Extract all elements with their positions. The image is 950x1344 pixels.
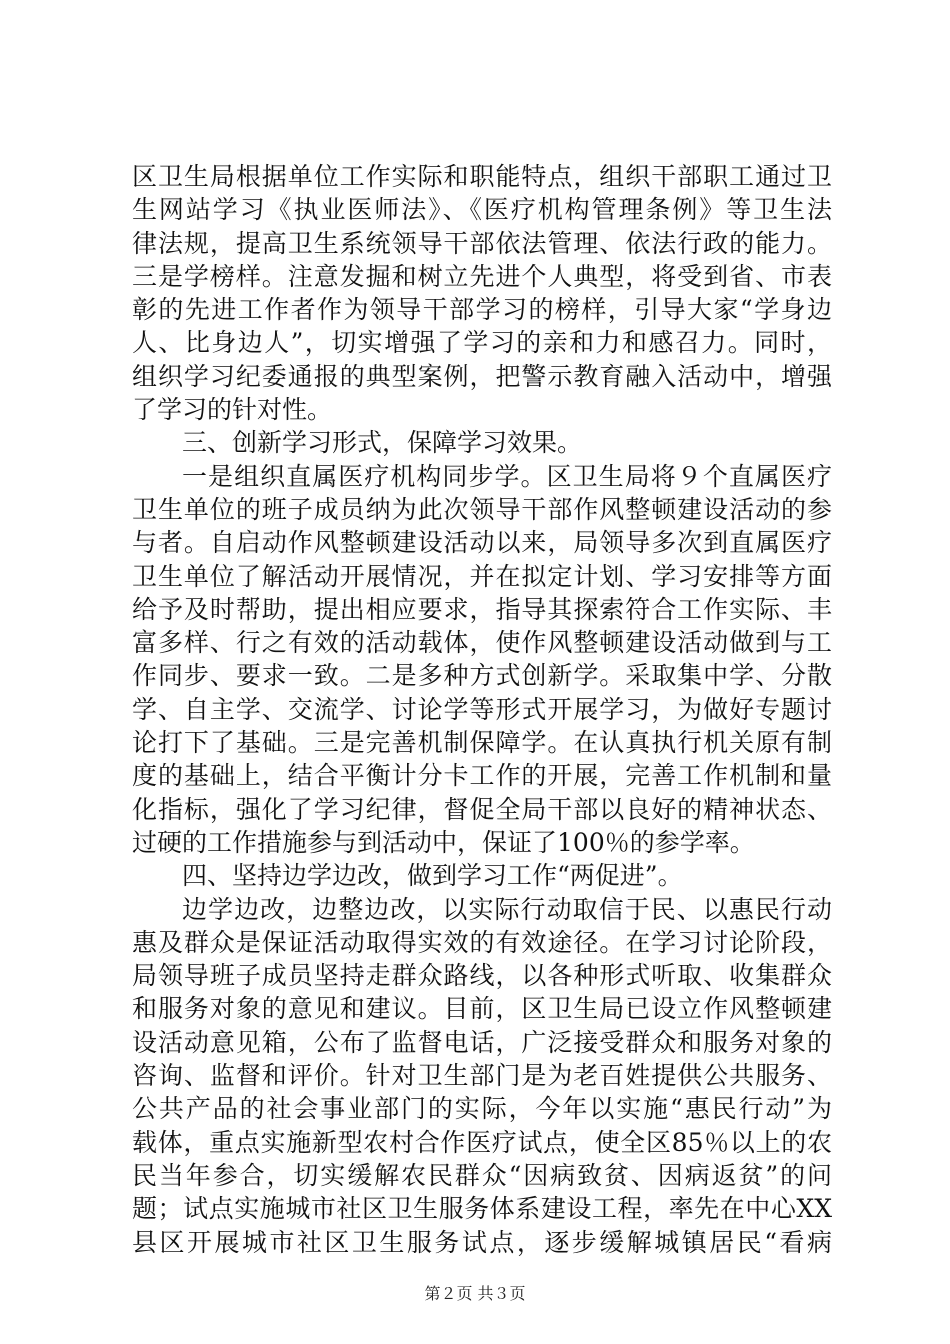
text-line: 作同步、要求一致。二是多种方式创新学。采取集中学、分散 — [132, 661, 832, 691]
text-line: 设活动意见箱，公布了监督电话，广泛接受群众和服务对象的 — [132, 1027, 832, 1057]
text-line: 度的基础上，结合平衡计分卡工作的开展，完善工作机制和量 — [132, 761, 832, 791]
text-line: 三是学榜样。注意发掘和树立先进个人典型，将受到省、市表 — [132, 261, 832, 291]
text-line: 与者。自启动作风整顿建设活动以来，局领导多次到直属医疗 — [132, 528, 832, 558]
text-line: 生网站学习《执业医师法》、《医疗机构管理条例》等卫生法 — [132, 195, 832, 225]
text-line: 局领导班子成员坚持走群众路线，以各种形式听取、收集群众 — [132, 961, 832, 991]
text-line: 区卫生局根据单位工作实际和职能特点，组织干部职工通过卫 — [132, 162, 832, 191]
text-line: 惠及群众是保证活动取得实效的有效途径。在学习讨论阶段， — [132, 927, 832, 957]
text-line: 一是组织直属医疗机构同步学。区卫生局将９个直属医疗 — [182, 461, 832, 491]
text-line: 县区开展城市社区卫生服务试点，逐步缓解城镇居民“看病 — [132, 1227, 832, 1257]
text-line: 论打下了基础。三是完善机制保障学。在认真执行机关原有制 — [132, 728, 832, 758]
text-line: 卫生单位了解活动开展情况，并在拟定计划、学习安排等方面 — [132, 561, 832, 591]
text-line: 律法规，提高卫生系统领导干部依法管理、依法行政的能力。 — [132, 228, 832, 258]
text-line: 和服务对象的意见和建议。目前，区卫生局已设立作风整顿建 — [132, 994, 832, 1024]
text-line: 过硬的工作措施参与到活动中，保证了100％的参学率。 — [132, 827, 755, 857]
text-line: 给予及时帮助，提出相应要求，指导其探索符合工作实际、丰 — [132, 594, 832, 624]
text-line: 学、自主学、交流学、讨论学等形式开展学习，为做好专题讨 — [132, 694, 832, 724]
text-line: 四、坚持边学边改，做到学习工作“两促进”。 — [182, 861, 683, 891]
text-line: 载体，重点实施新型农村合作医疗试点，使全区85％以上的农 — [132, 1127, 832, 1157]
text-line: 边学边改，边整边改，以实际行动取信于民、以惠民行动 — [182, 894, 832, 924]
text-line: 富多样、行之有效的活动载体，使作风整顿建设活动做到与工 — [132, 628, 832, 658]
text-line: 了学习的针对性。 — [132, 395, 333, 425]
text-line: 题；试点实施城市社区卫生服务体系建设工程，率先在中心XX — [132, 1194, 832, 1224]
text-line: 组织学习纪委通报的典型案例，把警示教育融入活动中，增强 — [132, 361, 832, 391]
text-line: 三、创新学习形式，保障学习效果。 — [182, 428, 583, 458]
text-line: 民当年参合，切实缓解农民群众“因病致贫、因病返贫”的问 — [132, 1160, 832, 1190]
text-line: 公共产品的社会事业部门的实际，今年以实施“惠民行动”为 — [132, 1094, 832, 1124]
text-line: 人、比身边人”，切实增强了学习的亲和力和感召力。同时， — [132, 328, 832, 358]
text-line: 化指标，强化了学习纪律，督促全局干部以良好的精神状态、 — [132, 794, 832, 824]
text-line: 卫生单位的班子成员纳为此次领导干部作风整顿建设活动的参 — [132, 494, 832, 524]
page-footer: 第２页 共３页 — [424, 1284, 526, 1303]
document-body — [132, 160, 832, 1259]
text-line: 彰的先进工作者作为领导干部学习的榜样，引导大家“学身边 — [132, 295, 832, 325]
text-line: 咨询、监督和评价。针对卫生部门是为老百姓提供公共服务、 — [132, 1061, 832, 1091]
